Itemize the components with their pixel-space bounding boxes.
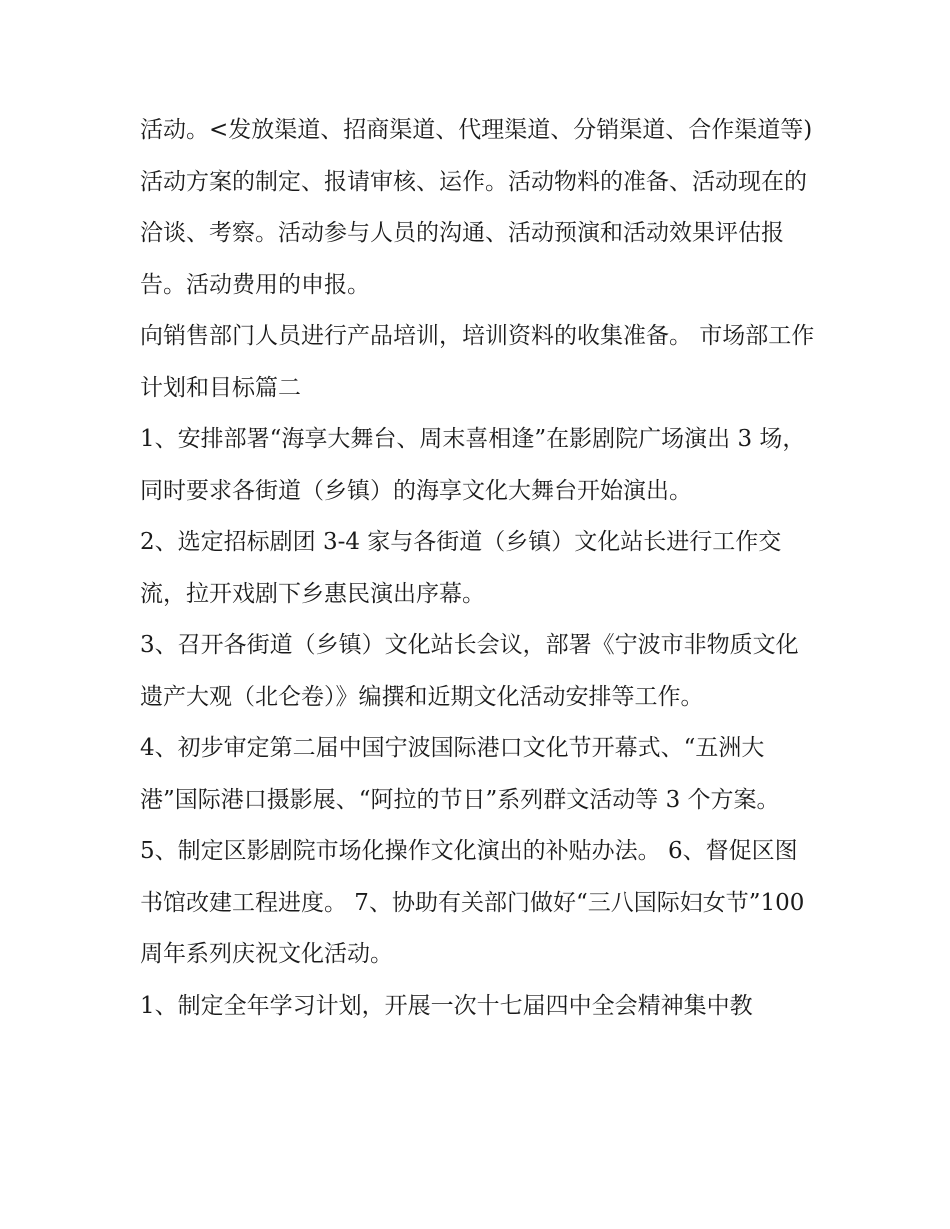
list-item-study-plan: 1、制定全年学习计划，开展一次十七届四中全会精神集中教: [140, 992, 753, 1019]
paragraph-sales-training: 向销售部门人员进行产品培训，培训资料的收集准备。 市场部工作计划和目标篇二: [140, 323, 815, 401]
paragraph-activity-plan: 活动方案的制定、报请审核、运作。活动物料的准备、活动现在的洽谈、考察。活动参与人员的沟通、活动预演和活动效果评估报告。活动费用的申报。: [140, 168, 807, 298]
list-item-5-7-subsidy-library: 5、制定区影剧院市场化操作文化演出的补贴办法。 6、督促区图书馆改建工程进度。 7、协助有关部门做好“三八国际妇女节”100 周年系列庆祝文化活动。: [140, 838, 805, 967]
list-item-4-festival-review: 4、初步审定第二届中国宁波国际港口文化节开幕式、“五洲大港”国际港口摄影展、“阿拉的节日”系列群文活动等 3 个方案。: [140, 735, 780, 813]
list-item-1-stage-performance: 1、安排部署“海享大舞台、周末喜相逢”在影剧院广场演出 3 场，同时要求各街道（乡镇）的海享文化大舞台开始演出。: [140, 426, 806, 504]
list-item-3-station-meeting: 3、召开各街道（乡镇）文化站长会议，部署《宁波市非物质文化遗产大观（北仑卷）》编撰和近期文化活动安排等工作。: [140, 632, 799, 710]
document-body: [140, 105, 820, 1032]
paragraph-channels: 活动。<发放渠道、招商渠道、代理渠道、分销渠道、合作渠道等): [140, 117, 813, 143]
list-item-2-troupe-selection: 2、选定招标剧团 3-4 家与各街道（乡镇）文化站长进行工作交流，拉开戏剧下乡惠民演出序幕。: [140, 529, 782, 607]
